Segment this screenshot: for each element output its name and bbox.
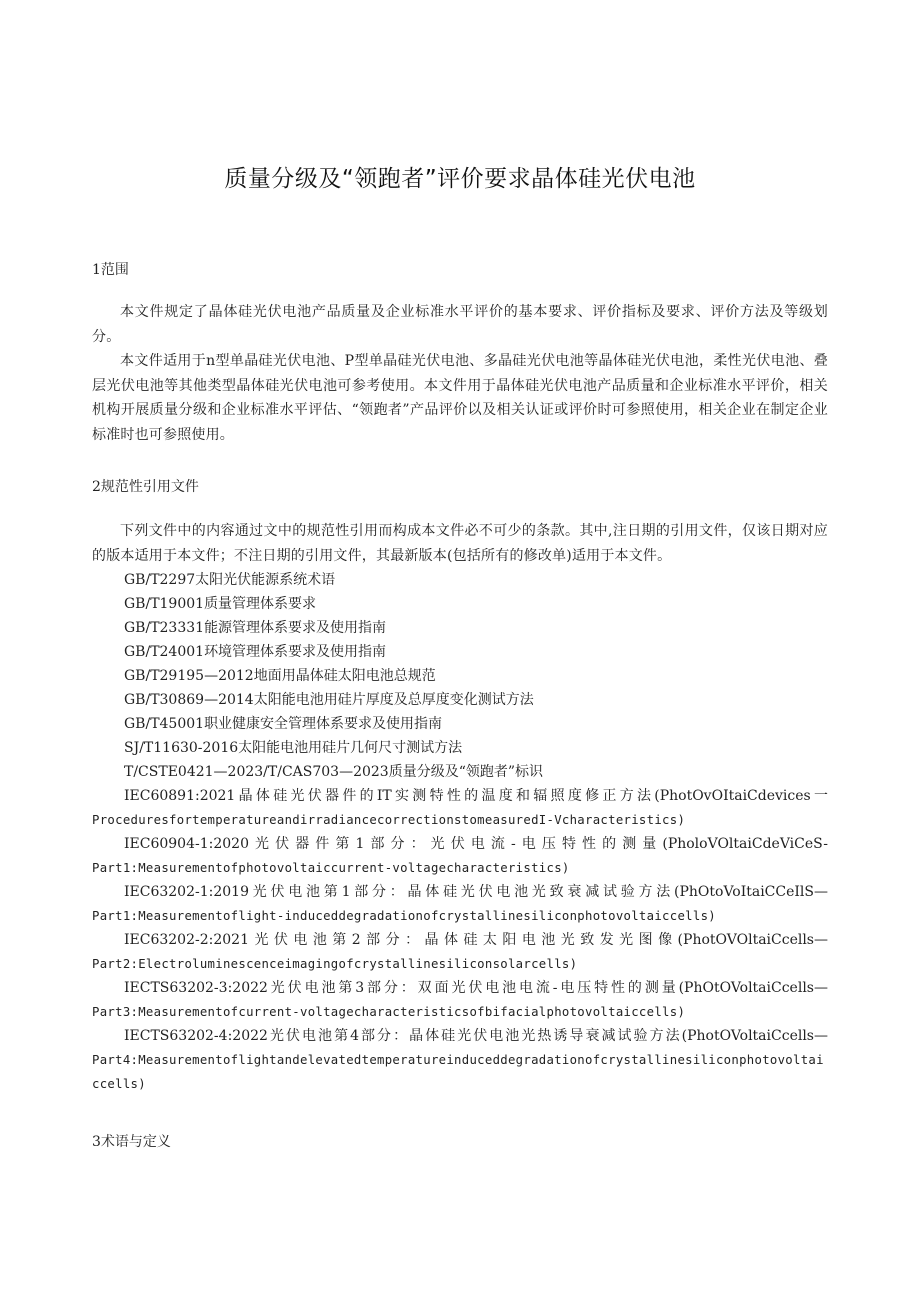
reference-item-long: [92, 928, 828, 976]
reference-item-long: [92, 832, 828, 880]
reference-item-long: [92, 784, 828, 832]
reference-item: SJ/T11630-2016太阳能电池用硅片几何尺寸测试方法: [124, 740, 463, 756]
normative-references-list: [92, 568, 828, 1096]
reference-line: ccells): [92, 1077, 146, 1091]
reference-item-long: [92, 1024, 828, 1096]
reference-item: GB/T29195—2012地面用晶体硅太阳电池总规范: [124, 668, 436, 684]
reference-item: GB/T23331能源管理体系要求及使用指南: [124, 620, 387, 636]
section-1-heading: 1范围: [92, 262, 129, 278]
reference-line: Part1:Measurementoflight-induceddegradationofcrystallinesiliconphotovoltaiccells): [92, 909, 716, 923]
reference-item: T/CSTE0421—2023/T/CAS703—2023质量分级及“领跑者”标识: [124, 764, 544, 780]
section-2-heading: 2规范性引用文件: [92, 479, 199, 495]
reference-line: IECTS63202-3:2022光伏电池第3部分：双面光伏电池电流-电压特性的测量(PhOtOVoltaiCcells—: [124, 980, 828, 996]
reference-line: IEC63202-2:2021光伏电池第2部分：晶体硅太阳电池光致发光图像(PhotOVOltaiCcells—: [124, 932, 828, 948]
reference-item-long: [92, 880, 828, 928]
reference-item: GB/T45001职业健康安全管理体系要求及使用指南: [124, 716, 443, 732]
reference-line: IEC63202-1:2019光伏电池第1部分：晶体硅光伏电池光致衰减试验方法(PhOtoVoItaiCCeIlS—: [124, 884, 828, 900]
reference-line: IEC60904-1:2020光伏器件第1部分：光伏电流-电压特性的测量(PholoVOltaiCdeViCeS-: [124, 836, 828, 852]
reference-item: GB/T2297太阳光伏能源系统术语: [124, 572, 336, 588]
reference-item-long: [92, 976, 828, 1024]
section-1-paragraph-2: 本文件适用于n型单晶硅光伏电池、P型单晶硅光伏电池、多晶硅光伏电池等晶体硅光伏电池，柔性光伏电池、叠层光伏电池等其他类型晶体硅光伏电池可参考使用。本文件用于晶体硅光伏电池产品质量和企业标准水平评价，相关机构开展质量分级和企业标准水平评估、“领跑者”产品评价以及相关认证或评价时可参照使用，相关企业在制定企业标准时也可参照使用。: [92, 353, 828, 443]
section-1-paragraph-1: 本文件规定了晶体硅光伏电池产品质量及企业标准水平评价的基本要求、评价指标及要求、评价方法及等级划分。: [92, 304, 828, 345]
reference-line: Part4:Measurementoflightandelevatedtemperatureinduceddegradationofcrystallinesiliconphotovoltai: [92, 1053, 824, 1067]
reference-item: GB/T24001环境管理体系要求及使用指南: [124, 644, 387, 660]
reference-item: GB/T30869—2014太阳能电池用硅片厚度及总厚度变化测试方法: [124, 692, 534, 708]
reference-line: IECTS63202-4:2022光伏电池第4部分：晶体硅光伏电池光热诱导衰减试验方法(PhotOVoltaiCcells—: [124, 1028, 828, 1044]
reference-item: GB/T19001质量管理体系要求: [124, 596, 317, 612]
document-title: 质量分级及“领跑者”评价要求晶体硅光伏电池: [224, 166, 696, 192]
reference-line: ProceduresfortemperatureandirradiancecorrectionstomeasuredI-Vcharacteristics): [92, 813, 686, 827]
reference-line: IEC60891:2021晶体硅光伏器件的IT实测特性的温度和辐照度修正方法(PhotOvOItaiCdevices一: [124, 788, 828, 804]
section-2-paragraph-1: 下列文件中的内容通过文中的规范性引用而构成本文件必不可少的条款。其中,注日期的引用文件，仅该日期对应的版本适用于本文件；不注日期的引用文件，其最新版本(包括所有的修改单)适用于本文件。: [92, 523, 828, 564]
reference-line: Part1:Measurementofphotovoltaiccurrent-voltagecharacteristics): [92, 861, 570, 875]
reference-line: Part2:Electroluminescenceimagingofcrystallinesiliconsolarcells): [92, 957, 578, 971]
reference-line: Part3:Measurementofcurrent-voltagecharacteristicsofbifacialphotovoltaiccells): [92, 1005, 686, 1019]
section-3-heading: 3术语与定义: [92, 1134, 171, 1150]
